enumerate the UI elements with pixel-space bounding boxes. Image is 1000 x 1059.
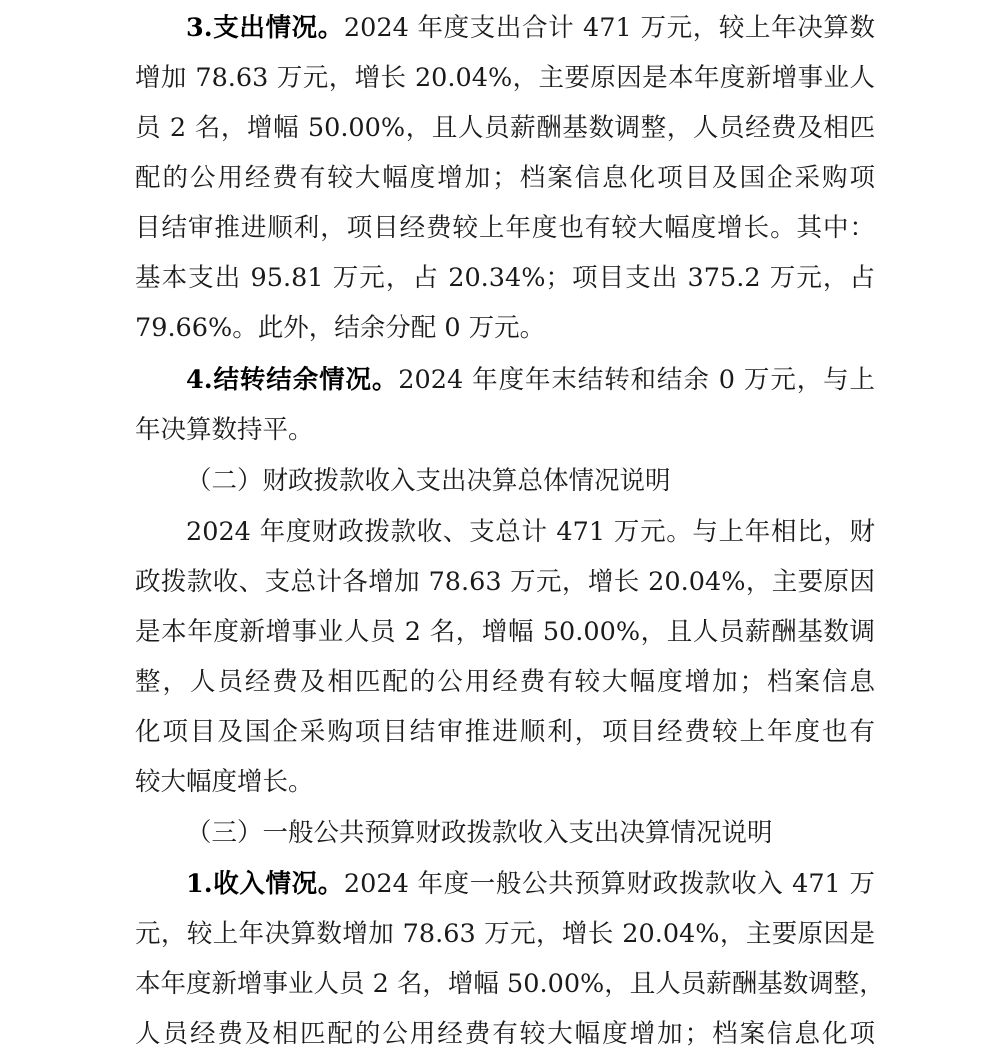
paragraph-carryover-line-1: [186, 355, 875, 405]
paragraph-fiscal-total-line-6: 较大幅度增长。: [135, 767, 314, 797]
section-lead-expenditure: 3.支出情况。: [186, 13, 344, 43]
paragraph-income-line-4: 人员经费及相匹配的公用经费有较大幅度增加；档案信息化项: [135, 1019, 875, 1049]
text-run: 2024 年度支出合计 471 万元，较上年决算数: [343, 13, 875, 43]
section-lead-carryover: 4.结转结余情况。: [186, 365, 399, 395]
paragraph-income-line-3: 本年度新增事业人员 2 名，增幅 50.00%，且人员薪酬基数调整，: [135, 969, 885, 999]
paragraph-income-line-2: 元，较上年决算数增加 78.63 万元，增长 20.04%，主要原因是: [135, 919, 875, 949]
paragraph-expenditure-line-1: [186, 3, 875, 53]
paragraph-expenditure-line-6: 基本支出 95.81 万元，占 20.34%；项目支出 375.2 万元，占: [135, 263, 875, 293]
paragraph-expenditure-line-5: 目结审推进顺利，项目经费较上年度也有较大幅度增长。其中：: [135, 213, 875, 243]
paragraph-expenditure-line-4: 配的公用经费有较大幅度增加；档案信息化项目及国企采购项: [135, 163, 875, 193]
paragraph-carryover-line-2: 年决算数持平。: [135, 415, 314, 445]
paragraph-expenditure-line-7: 79.66%。此外，结余分配 0 万元。: [135, 313, 546, 343]
paragraph-fiscal-total-line-3: 是本年度新增事业人员 2 名，增幅 50.00%，且人员薪酬基数调: [135, 617, 875, 647]
paragraph-expenditure-line-3: 员 2 名，增幅 50.00%，且人员薪酬基数调整，人员经费及相匹: [135, 113, 875, 143]
paragraph-income-line-1: [186, 859, 875, 909]
paragraph-fiscal-total-line-5: 化项目及国企采购项目结审推进顺利，项目经费较上年度也有: [135, 717, 875, 747]
paragraph-fiscal-total-line-4: 整，人员经费及相匹配的公用经费有较大幅度增加；档案信息: [135, 667, 875, 697]
text-run: 2024 年度年末结转和结余 0 万元，与上: [398, 365, 876, 395]
section-heading-2: （二）财政拨款收入支出决算总体情况说明: [186, 466, 671, 496]
text-run: 2024 年度一般公共预算财政拨款收入 471 万: [343, 869, 875, 899]
paragraph-fiscal-total-line-1: 2024 年度财政拨款收、支总计 471 万元。与上年相比，财: [186, 517, 875, 547]
section-lead-income: 1.收入情况。: [186, 869, 344, 899]
paragraph-expenditure-line-2: 增加 78.63 万元，增长 20.04%，主要原因是本年度新增事业人: [135, 63, 875, 93]
section-heading-3: （三）一般公共预算财政拨款收入支出决算情况说明: [186, 818, 773, 848]
paragraph-fiscal-total-line-2: 政拨款收、支总计各增加 78.63 万元，增长 20.04%，主要原因: [135, 567, 875, 597]
